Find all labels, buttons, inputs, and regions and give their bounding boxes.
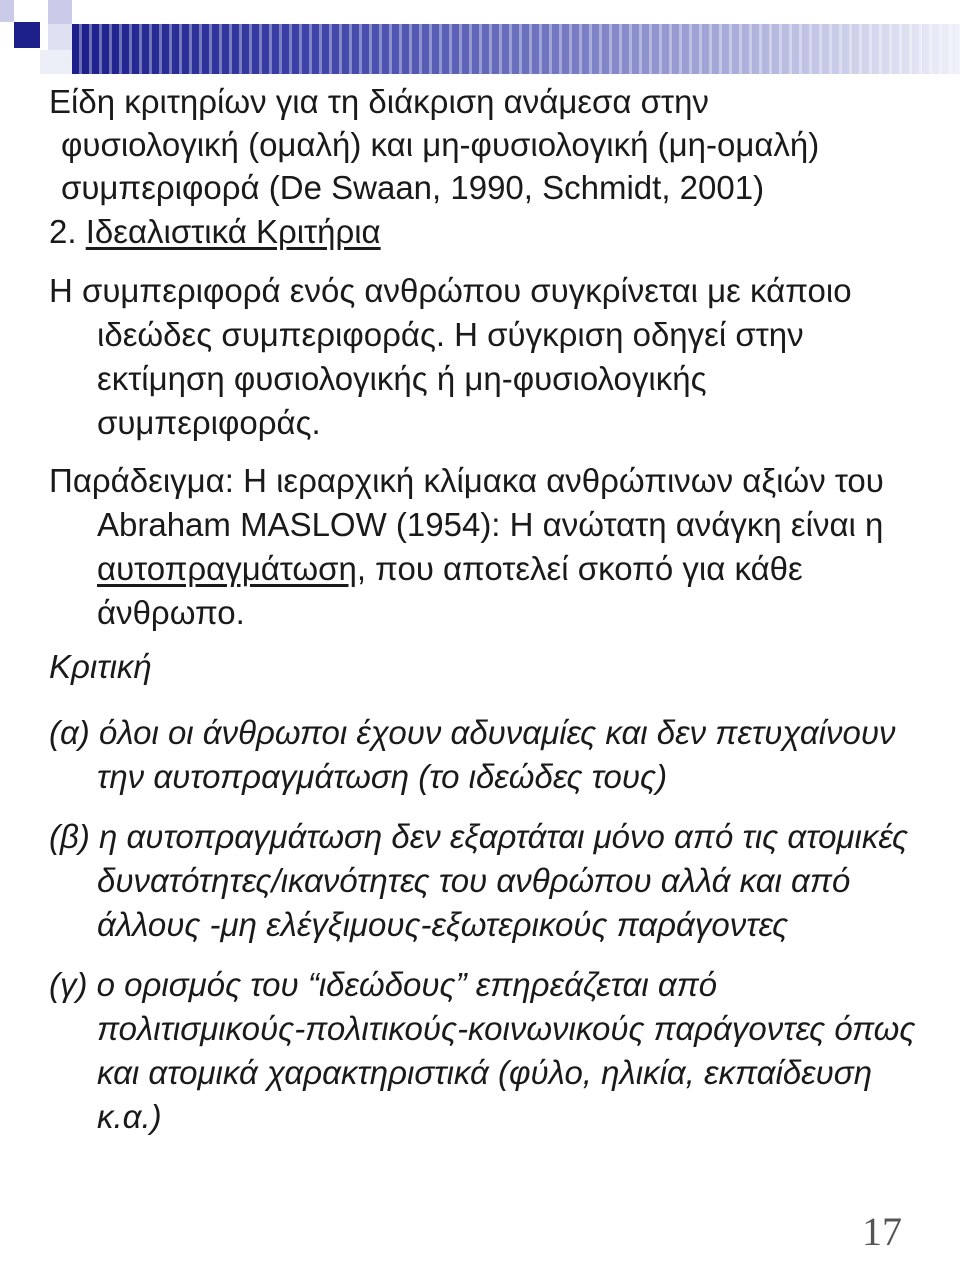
section-number: 2. [49, 213, 77, 250]
example-underlined-term: αυτοπραγμάτωση [97, 550, 357, 587]
critique-item-a: (α) όλοι οι άνθρωποι έχουν αδυναμίες και δεν πετυχαίνουν την αυτοπραγμάτωση (το ιδεώδες τους) [49, 714, 896, 795]
example-text-end: , που αποτελεί σκοπό για κάθε άνθρωπο. [97, 550, 803, 631]
deco-square [40, 50, 72, 74]
critique-heading: Κριτική [49, 648, 152, 685]
slide-content [49, 80, 929, 1139]
header-gradient-bar [72, 24, 960, 74]
example-paragraph [49, 459, 929, 635]
deco-square [0, 0, 14, 22]
section-heading-text: Ιδεαλιστικά Κριτήρια [85, 213, 381, 250]
critique-item-c: (γ) ο ορισμός του “ιδεώδους” επηρεάζεται από πολιτισμικούς-πολιτικούς-κοινωνικούς παράγοντες όπως και ατομικά χαρακτηριστικά (φύλο, ηλικία, εκπαίδευση κ.α.) [49, 966, 916, 1135]
example-text-start: Παράδειγμα: Η ιεραρχική κλίμακα ανθρώπινων αξιών του Abraham MASLOW (1954): Η ανώτατη ανάγκη είναι η [49, 462, 884, 543]
definition-paragraph: Η συμπεριφορά ενός ανθρώπου συγκρίνεται με κάποιο ιδεώδες συμπεριφοράς. Η σύγκριση οδηγεί στην εκτίμηση φυσιολογικής ή μη-φυσιολογικής συμπεριφοράς. [49, 272, 852, 441]
section-heading [49, 209, 929, 255]
critique-item-b: (β) η αυτοπραγμάτωση δεν εξαρτάται μόνο από τις ατομικές δυνατότητες/ικανότητες του ανθρώπου αλλά και από άλλους -μη ελέγξιμους-εξωτερικούς παράγοντες [49, 818, 908, 943]
deco-square [14, 22, 40, 48]
header-decoration [0, 0, 960, 80]
deco-square [48, 0, 72, 24]
title-line-1: Είδη κριτηρίων για τη διάκριση ανάμεσα στην [49, 83, 709, 120]
title-continuation: φυσιολογική (ομαλή) και μη-φυσιολογική (μη-ομαλή) συμπεριφορά (De Swaan, 1990, Schmidt, 2001) [61, 126, 820, 206]
deco-square [48, 24, 72, 50]
page-number: 17 [862, 1209, 902, 1254]
slide-title [49, 80, 929, 209]
